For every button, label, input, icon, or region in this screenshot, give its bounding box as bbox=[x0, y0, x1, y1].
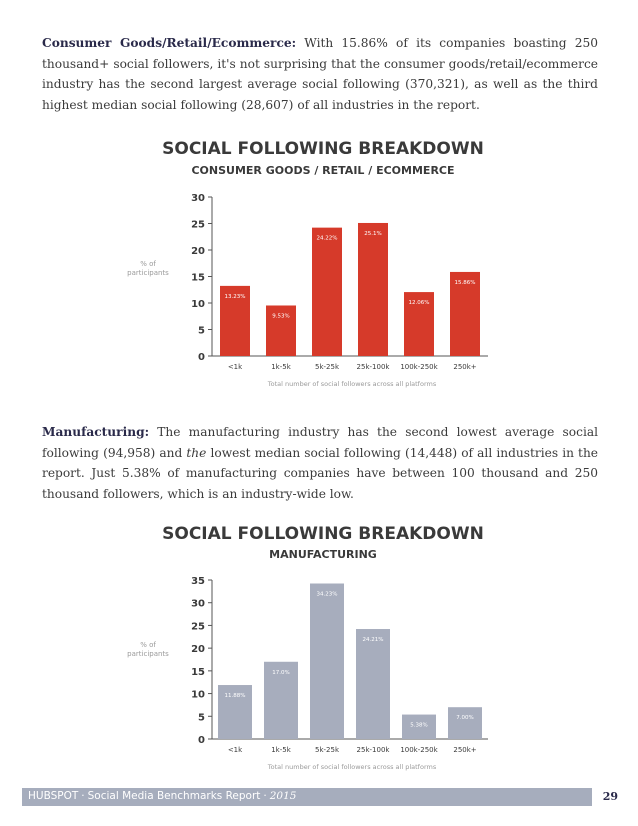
chart-manufacturing bbox=[0, 515, 638, 780]
chart-manufacturing-svg bbox=[0, 515, 638, 780]
paragraph-lead: Manufacturing: bbox=[42, 425, 150, 439]
chart-title: SOCIAL FOLLOWING BREAKDOWN bbox=[162, 139, 484, 159]
y-tick-label: 30 bbox=[191, 193, 205, 204]
x-tick-label: 100k-250k bbox=[400, 746, 438, 754]
paragraph-consumer-goods bbox=[42, 33, 598, 115]
x-tick-label: 1k-5k bbox=[271, 363, 291, 371]
y-tick-label: 25 bbox=[191, 621, 205, 633]
y-axis-label: % of participants bbox=[127, 260, 169, 277]
footer-separator: · bbox=[81, 790, 85, 802]
y-tick-label: 30 bbox=[191, 598, 205, 610]
bar-value-label: 25.1% bbox=[364, 230, 382, 237]
paragraph-manufacturing bbox=[42, 422, 598, 504]
y-tick-label: 35 bbox=[191, 576, 205, 587]
y-tick-label: 20 bbox=[191, 246, 205, 257]
y-tick-label: 0 bbox=[198, 735, 205, 746]
y-tick-label: 5 bbox=[198, 712, 205, 724]
y-tick-label: 5 bbox=[198, 325, 205, 337]
bar-value-label: 13.23% bbox=[224, 293, 246, 300]
y-tick-label: 15 bbox=[191, 666, 205, 678]
paragraph-text: The manufacturing industry has the second lowest average social following (94,958) and bbox=[42, 425, 598, 460]
bar-value-label: 11.88% bbox=[224, 693, 246, 700]
footer-brand: HUBSPOT bbox=[28, 790, 79, 802]
y-tick-label: 10 bbox=[191, 299, 205, 310]
x-tick-label: 5k-25k bbox=[315, 363, 339, 371]
y-tick-label: 25 bbox=[191, 219, 205, 231]
bar-value-label: 15.86% bbox=[454, 279, 476, 286]
page-number: 29 bbox=[592, 788, 618, 806]
footer-text bbox=[28, 790, 296, 802]
x-tick-label: 5k-25k bbox=[315, 746, 339, 754]
bar bbox=[312, 228, 342, 356]
chart-title: SOCIAL FOLLOWING BREAKDOWN bbox=[162, 524, 484, 544]
bar bbox=[358, 223, 388, 356]
bar bbox=[310, 583, 344, 739]
bar-value-label: 9.53% bbox=[272, 313, 290, 320]
bar bbox=[448, 707, 482, 739]
y-tick-label: 15 bbox=[191, 272, 205, 284]
footer-separator: · bbox=[263, 790, 267, 802]
bar-value-label: 24.22% bbox=[316, 235, 338, 242]
paragraph-emphasis: the bbox=[186, 445, 207, 460]
paragraph-lead: Consumer Goods/Retail/Ecommerce: bbox=[42, 36, 297, 50]
x-tick-label: 100k-250k bbox=[400, 363, 438, 371]
x-axis-label: Total number of social followers across all platforms bbox=[267, 763, 437, 771]
y-tick-label: 20 bbox=[191, 644, 205, 656]
y-tick-label: 10 bbox=[191, 689, 205, 701]
x-tick-label: 25k-100k bbox=[356, 746, 390, 754]
x-tick-label: 250k+ bbox=[453, 363, 477, 371]
bar-value-label: 5.38% bbox=[410, 722, 428, 729]
bar-value-label: 24.21% bbox=[362, 637, 384, 644]
bar-value-label: 12.06% bbox=[408, 300, 430, 307]
x-tick-label: <1k bbox=[227, 363, 243, 371]
bar-value-label: 17.0% bbox=[272, 669, 290, 676]
bar-value-label: 34.23% bbox=[316, 591, 338, 598]
x-tick-label: 1k-5k bbox=[271, 746, 291, 754]
x-axis-label: Total number of social followers across all platforms bbox=[267, 380, 437, 388]
chart-subtitle: MANUFACTURING bbox=[269, 548, 377, 561]
footer-report: Social Media Benchmarks Report bbox=[87, 790, 261, 802]
paragraph-text: With 15.86% of its companies boasting 250 thousand+ social followers, it's not surprising that the consumer goods/retail/ecommerce industry has the second largest average social following (370,321), as well as the third highest median social following (28,607) of all industries in the report. bbox=[42, 36, 598, 112]
chart-consumer-goods-svg bbox=[0, 130, 638, 400]
bar-value-label: 7.00% bbox=[456, 715, 474, 722]
y-tick-label: 0 bbox=[198, 352, 205, 363]
x-tick-label: <1k bbox=[227, 746, 243, 754]
bar bbox=[356, 629, 390, 739]
y-axis-label: % of participants bbox=[127, 641, 169, 658]
chart-subtitle: CONSUMER GOODS / RETAIL / ECOMMERCE bbox=[191, 164, 455, 177]
page-footer bbox=[22, 788, 618, 806]
chart-consumer-goods bbox=[0, 130, 638, 400]
x-tick-label: 25k-100k bbox=[356, 363, 390, 371]
x-tick-label: 250k+ bbox=[453, 746, 477, 754]
footer-year: 2015 bbox=[269, 790, 297, 802]
paragraph-text: lowest median social following (14,448) of all industries in the report. Just 5.38% of manufacturing companies have between 100 thousand and 250 thousand followers, which is an industry-wide low. bbox=[42, 445, 599, 501]
